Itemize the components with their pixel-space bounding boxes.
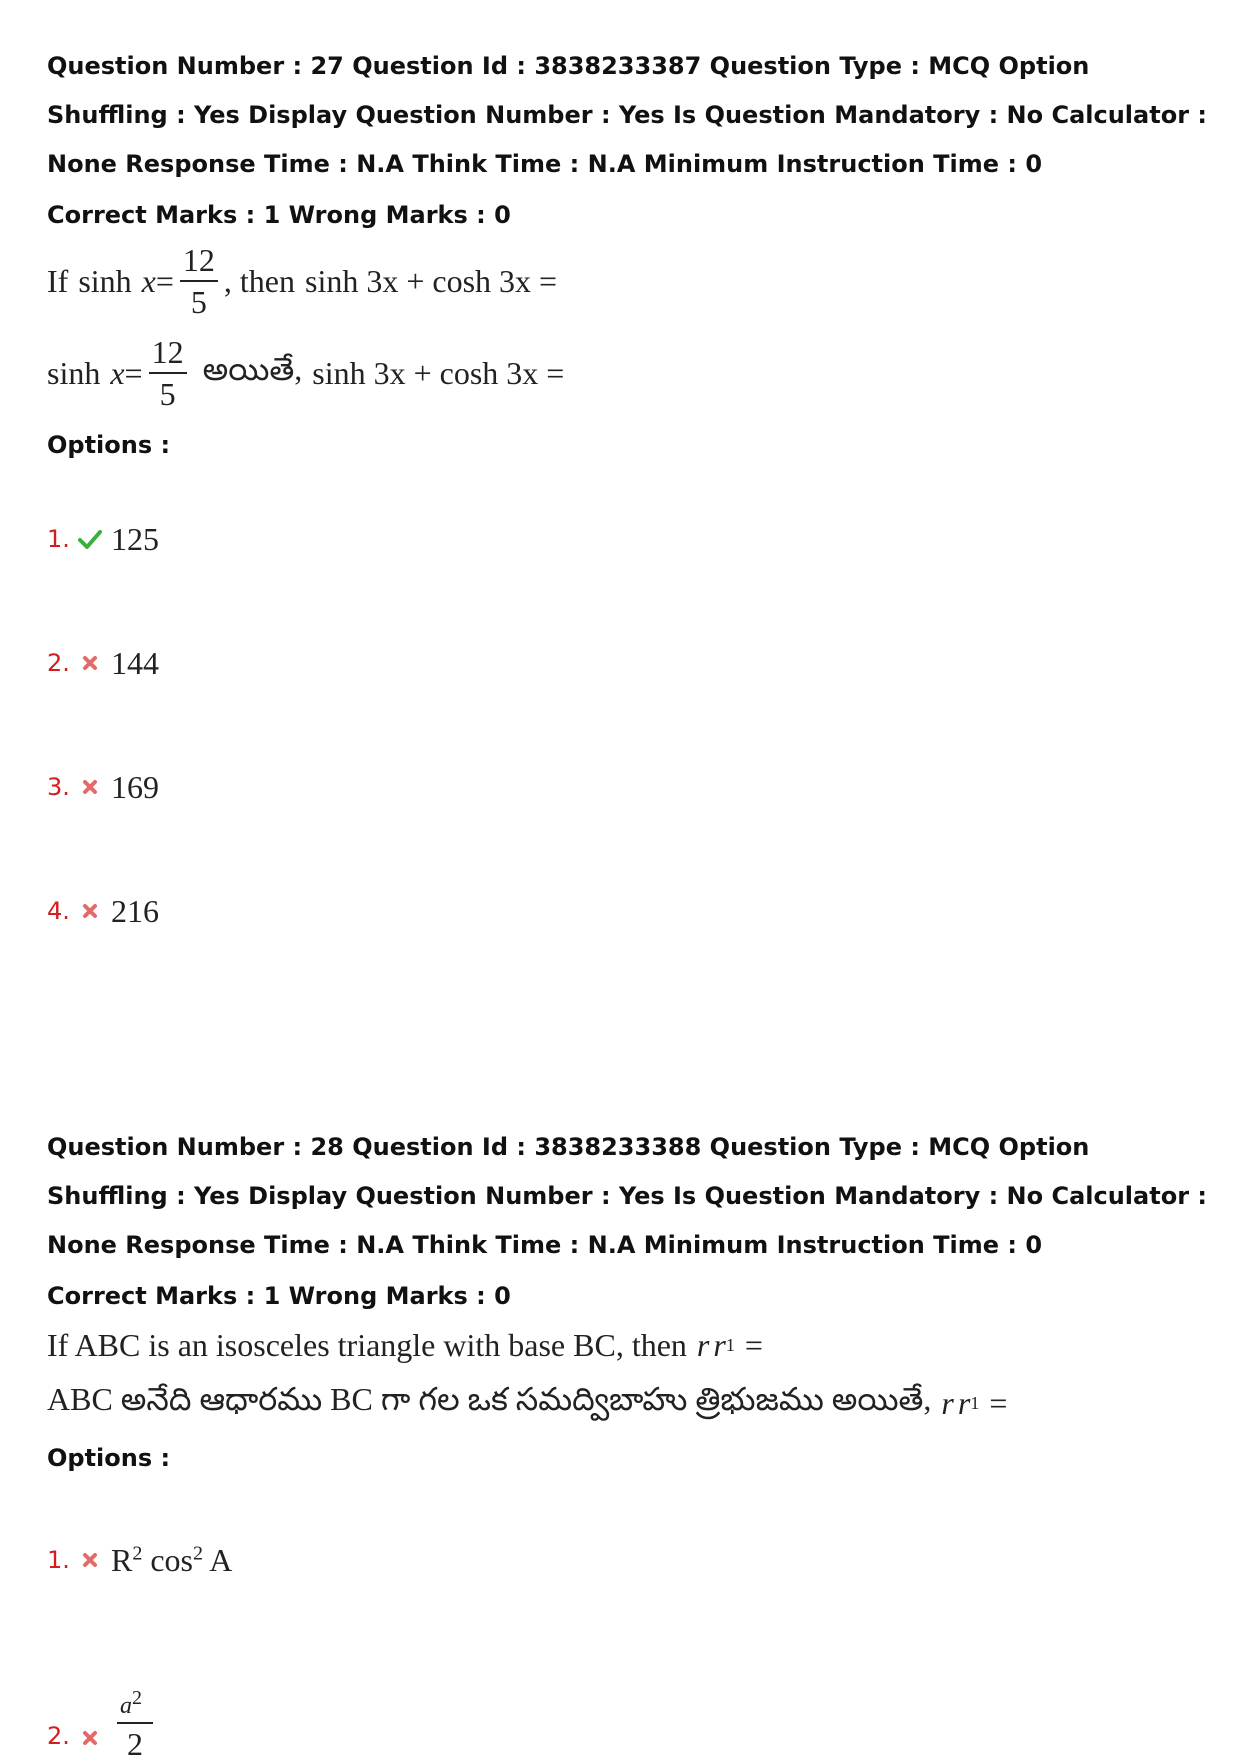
cross-icon [77, 903, 103, 919]
question-marks: Correct Marks : 1 Wrong Marks : 0 [47, 201, 511, 229]
cross-icon [77, 655, 103, 671]
question-marks: Correct Marks : 1 Wrong Marks : 0 [47, 1282, 511, 1310]
option-2: 2. 144 [47, 644, 159, 681]
exam-page [47, 42, 1207, 1760]
option-4: 4. 216 [47, 892, 159, 929]
option-2: 2. $\frac{a^2}{2}$ [47, 1630, 1207, 1760]
fraction: $\frac{12}{5}$ [180, 244, 218, 318]
option-value: $R^2$ $\cos^2 A$ [111, 1541, 233, 1578]
cross-icon [77, 1552, 103, 1568]
question-text-telugu: ABC అనేది ఆధారము BC గా గల ఒక సమద్విబాహు త్రిభుజము అయితే, r r 1 = [47, 1380, 1008, 1421]
question-text-english: If ABC is an isosceles triangle with base BC, then r r 1 = [47, 1326, 763, 1363]
option-value [111, 1688, 159, 1760]
cross-icon [77, 779, 103, 795]
question-meta: Question Number : 28 Question Id : 3838233388 Question Type : MCQ Option Shuffling : Yes Display Question Number : Yes Is Question Mandatory : No Calculator : None Response Time : N.A Think Time : N.A Minimum Instruction Time : 0 [47, 1133, 1207, 1259]
fraction: $\frac{a^2}{2}$ [117, 1688, 153, 1760]
question-meta: Question Number : 27 Question Id : 3838233387 Question Type : MCQ Option Shuffling : Yes Display Question Number : Yes Is Question Mandatory : No Calculator : None Response Time : N.A Think Time : N.A Minimum Instruction Time : 0 [47, 52, 1207, 178]
cross-icon [77, 1730, 103, 1760]
question-text-english: If sinh x = $\frac{12}{5}$ , then sinh 3x + cosh 3x = [47, 242, 558, 320]
option-3: 3. 169 [47, 768, 159, 805]
question-28 [47, 1123, 1207, 1760]
question-text-telugu: sinh x = $\frac{12}{5}$ అయితే, sinh 3x + cosh 3x = [47, 334, 565, 412]
fraction: $\frac{12}{5}$ [149, 336, 187, 410]
check-icon [77, 529, 103, 549]
option-1: 1. $R^2$ $\cos^2 A$ [47, 1541, 233, 1578]
option-1: 1. 125 [47, 520, 159, 557]
options-label: Options : [47, 431, 171, 459]
question-27 [47, 42, 1207, 973]
options-label: Options : [47, 1444, 171, 1472]
